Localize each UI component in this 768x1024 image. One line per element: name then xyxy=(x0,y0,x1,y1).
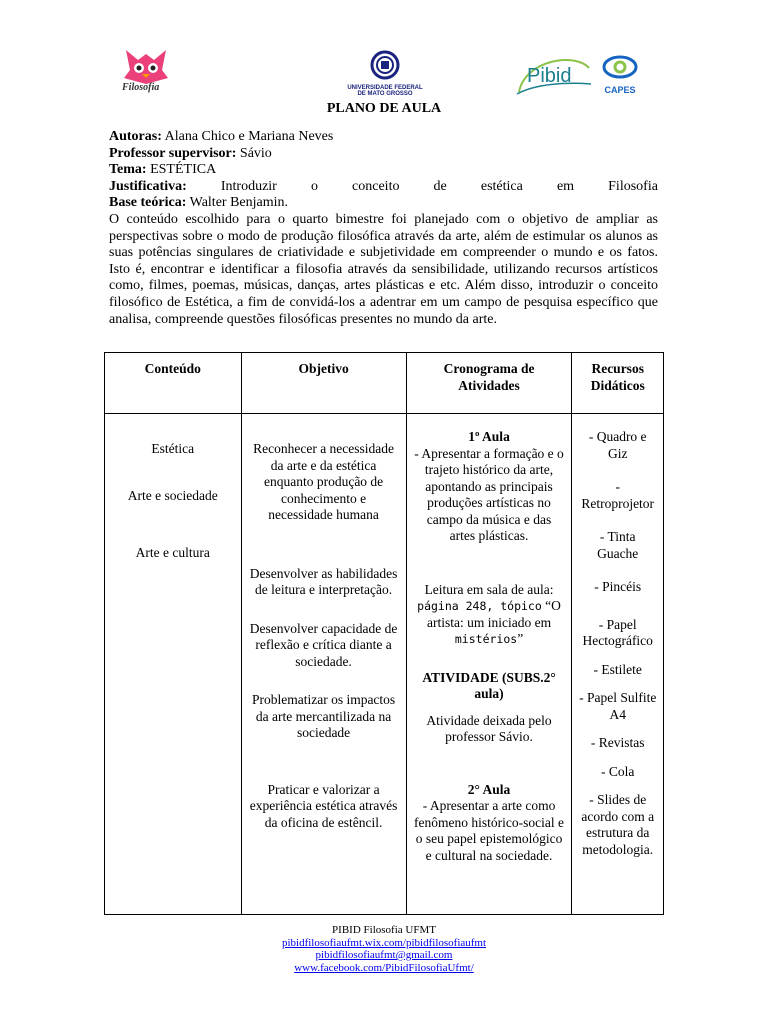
base-teorica-value: Walter Benjamin. xyxy=(186,195,289,210)
recurso-item: - Papel Hectográfico xyxy=(582,616,653,648)
lesson-plan-table xyxy=(104,352,664,915)
supervisor-label: Professor supervisor: xyxy=(109,145,237,161)
autoras-line xyxy=(109,129,658,146)
recurso-item: - Revistas xyxy=(590,735,645,750)
pibid-text: Pibid xyxy=(527,65,572,87)
tema-label: Tema: xyxy=(109,162,147,177)
tema-line xyxy=(109,162,658,179)
justificativa-word: conceito xyxy=(352,178,400,194)
supervisor-value: Sávio xyxy=(236,145,272,161)
justificativa-word: de xyxy=(433,178,447,194)
justificativa-label: Justificativa: xyxy=(109,178,187,194)
justificativa-word: em xyxy=(556,178,575,194)
objetivo-item: Praticar e valorizar a experiência estética através da oficina de estêncil. xyxy=(249,781,398,830)
recurso-item: - Papel Sulfite A4 xyxy=(579,690,657,722)
footer-title: PIBID Filosofia UFMT xyxy=(332,924,436,936)
autoras-label: Autoras: xyxy=(109,129,162,144)
conteudo-item: Estética xyxy=(151,441,195,456)
pibid-logo xyxy=(515,54,593,96)
footer-facebook-link[interactable]: www.facebook.com/PibidFilosofiaUfmt/ xyxy=(294,961,474,974)
tema-value: ESTÉTICA xyxy=(146,162,217,177)
aula1-text: - Apresentar a formação e o trajeto histórico da arte, apontando as principais produções artísticas no campo da música e das artes plásticas. xyxy=(414,445,564,543)
pibid-filosofia-logo xyxy=(118,44,174,100)
recurso-item: - Pincéis xyxy=(594,579,642,594)
supervisor-line xyxy=(109,146,658,163)
objetivo-item: Problematizar os impactos da arte mercantilizada na sociedade xyxy=(251,692,396,740)
base-teorica-label: Base teórica: xyxy=(109,195,187,210)
capes-logo xyxy=(598,54,642,96)
justificativa-word: Introduzir xyxy=(220,178,277,194)
justificativa-word: o xyxy=(310,178,318,194)
objetivo-item: Desenvolver capacidade de reflexão e crítica diante a sociedade. xyxy=(249,620,398,669)
aula2-title: 2° Aula xyxy=(467,781,511,797)
base-teorica-line xyxy=(109,195,658,212)
recurso-item: - Cola xyxy=(601,763,635,779)
document-title: PLANO DE AULA xyxy=(326,101,442,116)
autoras-value: Alana Chico e Mariana Neves xyxy=(161,129,334,144)
footer-site-link[interactable]: pibidfilosofiaufmt.wix.com/pibidfilosofiaufmt xyxy=(281,936,487,949)
leitura-page: página 248, tópico xyxy=(417,599,542,613)
cronograma-cell xyxy=(406,414,572,915)
atividade-text: Atividade deixada pelo professor Sávio. xyxy=(426,712,552,744)
leitura-mysteries: mistérios xyxy=(454,632,518,646)
justificativa-word: estética xyxy=(480,178,523,194)
recurso-item: - Slides de acordo com a estrutura da metodologia. xyxy=(581,792,655,857)
header-recursos: Recursos Didáticos xyxy=(572,353,664,414)
justificativa-word: Filosofia xyxy=(608,178,658,194)
intro-paragraph: O conteúdo escolhido para o quarto bimestre foi planejado com o objetivo de ampliar as perspectivas sobre o modo de produção filosófica através da arte, além de estimular os alunos as suas potências singulares de criatividade e subjetividade em compreender o mundo e os fatos. Isto é, encontrar e identificar a filosofia através da sensibilidade, utilizando recursos artísticos como, filmes, poemas, músicas, danças, artes plásticas e etc. Além disso, introduzir o conceito filosófico de Estética, a fim de convidá-los a adentrar em um campo de pesquisa específico que analisa, compreende questões filosóficas presentes no mundo da arte. xyxy=(109,212,658,327)
justificativa-line xyxy=(109,179,658,196)
recurso-item: - Estilete xyxy=(593,661,642,677)
objetivo-cell xyxy=(241,414,406,915)
conteudo-cell xyxy=(105,414,242,915)
metadata-block xyxy=(109,129,658,212)
conteudo-item: Arte e sociedade xyxy=(127,487,218,503)
header-cronograma: Cronograma de Atividades xyxy=(406,353,572,414)
atividade-title: ATIVIDADE (SUBS.2° aula) xyxy=(422,669,556,701)
recurso-item: - Tinta Guache xyxy=(597,529,639,561)
header-logos xyxy=(0,40,768,100)
aula2-text: - Apresentar a arte como fenômeno histórico-social e o seu papel epistemológico e cultural na sociedade. xyxy=(414,798,564,863)
leitura-part: “O artista: um iniciado em xyxy=(426,598,561,630)
aula1-title: 1º Aula xyxy=(468,429,510,444)
table-header-row xyxy=(105,353,664,414)
recurso-item: - Quadro e Giz xyxy=(588,429,647,461)
footer-email-link[interactable]: pibidfilosofiaufmt@gmail.com xyxy=(315,949,453,961)
leitura-part: ” xyxy=(517,631,524,646)
ufmt-name-line1: UNIVERSIDADE FEDERAL xyxy=(347,85,423,91)
objetivo-item: Reconhecer a necessidade da arte e da estética enquanto produção de conhecimento e necessidade humana xyxy=(253,441,395,522)
objetivo-item: Desenvolver as habilidades de leitura e interpretação. xyxy=(249,565,398,597)
page-footer xyxy=(0,924,768,974)
table-row xyxy=(105,414,664,915)
logo-filosofia-text: Filosofia xyxy=(122,82,160,93)
conteudo-item: Arte e cultura xyxy=(135,545,210,560)
leitura-text xyxy=(413,582,566,648)
ufmt-logo xyxy=(340,50,430,100)
header-conteudo: Conteúdo xyxy=(105,353,242,414)
header-objetivo: Objetivo xyxy=(241,353,406,414)
capes-text: CAPES xyxy=(604,85,636,95)
recursos-cell xyxy=(572,414,664,915)
leitura-part: Leitura em sala de aula: xyxy=(424,581,554,597)
recurso-item: - Retroprojetor xyxy=(581,479,655,511)
ufmt-name-line2: DE MATO GROSSO xyxy=(357,91,413,97)
